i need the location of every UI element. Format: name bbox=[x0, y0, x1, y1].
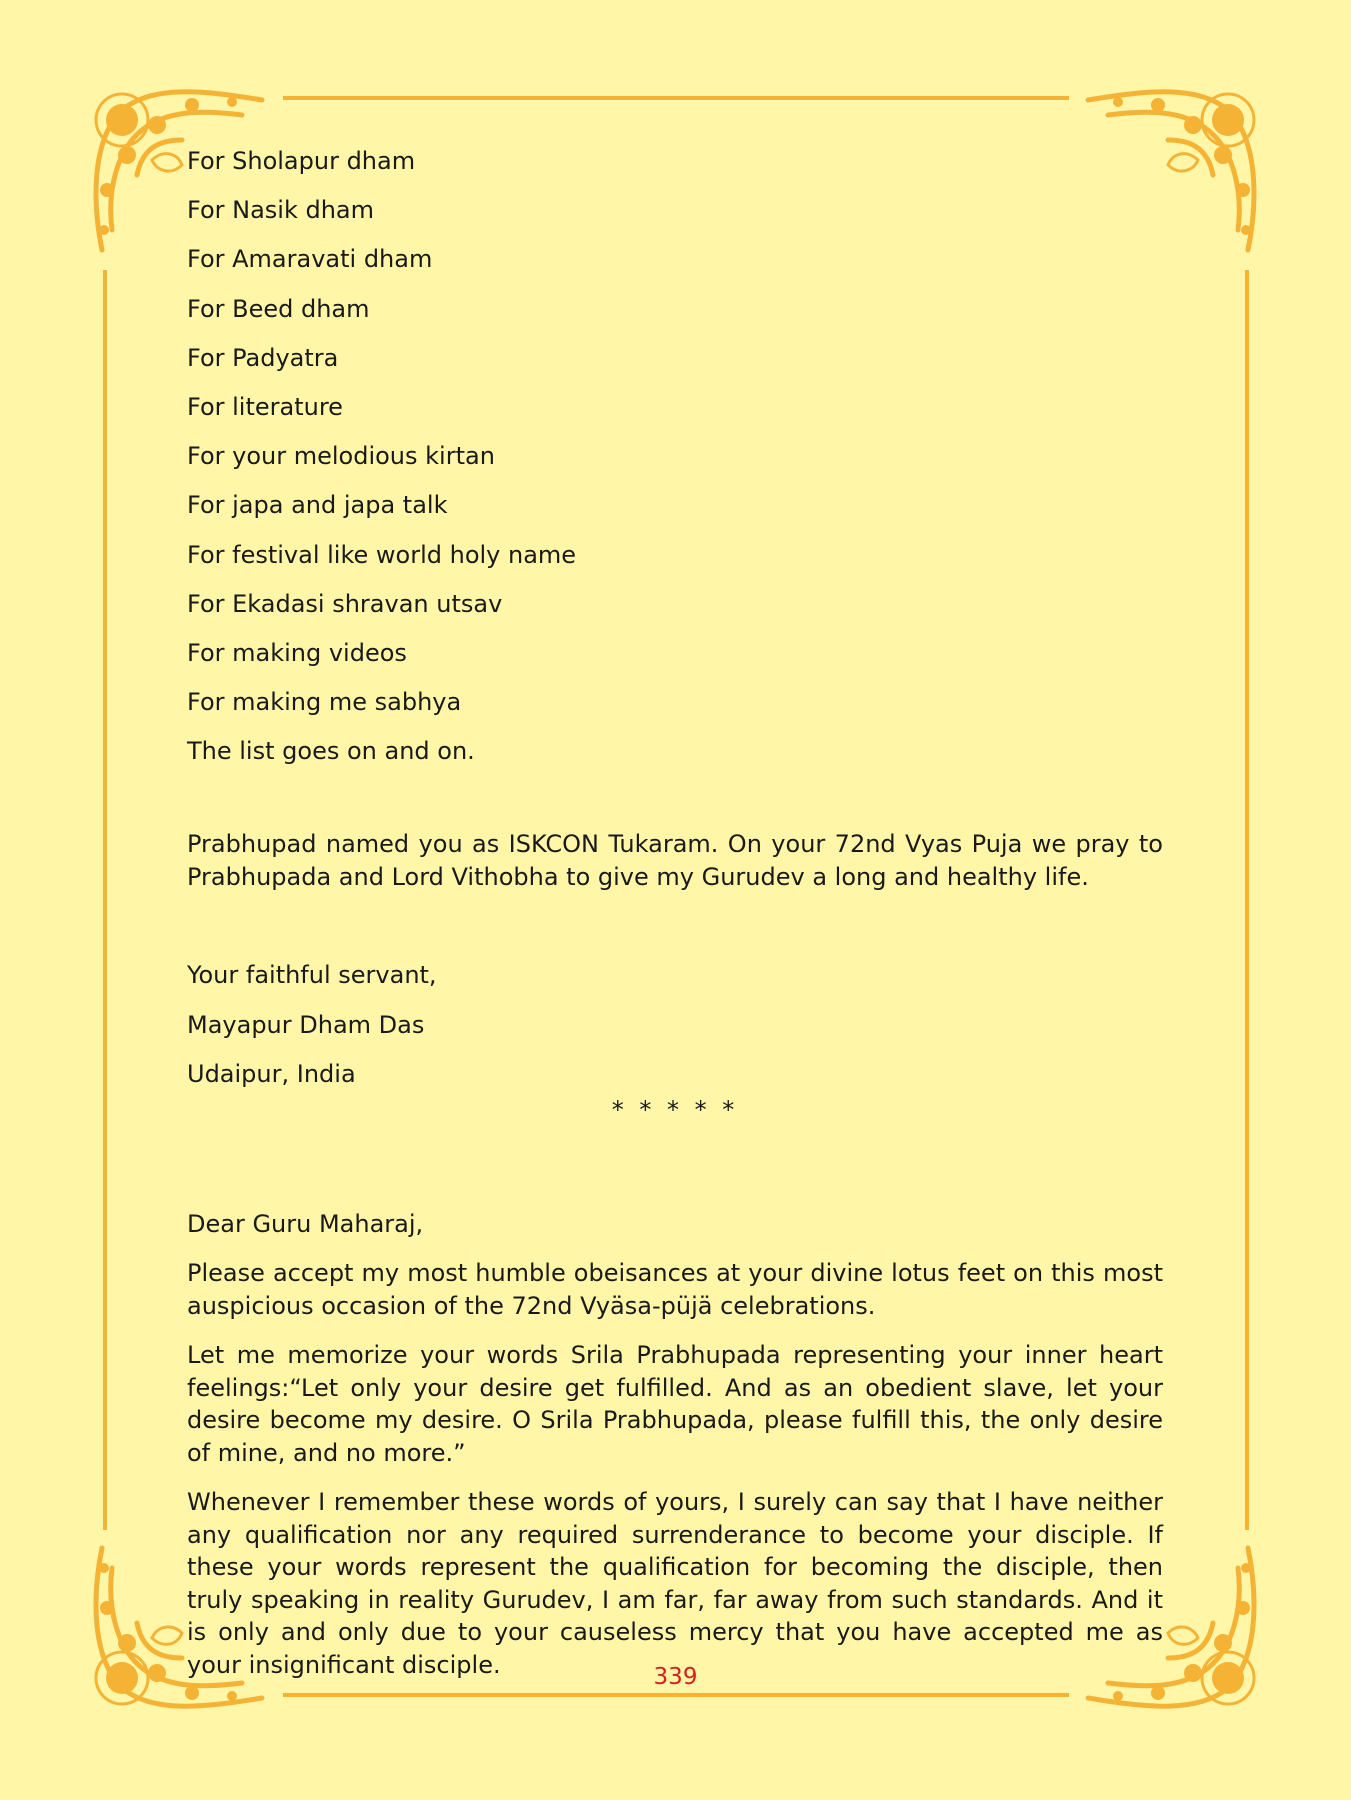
salutation: Dear Guru Maharaj, bbox=[187, 1209, 424, 1238]
list-item: For japa and japa talk bbox=[187, 491, 448, 520]
list-item: For making videos bbox=[187, 638, 407, 667]
list-item: For Ekadasi shravan utsav bbox=[187, 589, 503, 618]
border-right-line bbox=[1245, 270, 1249, 1530]
list-item: For Sholapur dham bbox=[187, 147, 416, 175]
prayer-paragraph: Prabhupad named you as ISKCON Tukaram. On your 72nd Vyas Puja we pray to Prabhupada and Lord Vithobha to give my Gurudev a long and healthy life. bbox=[187, 830, 1163, 891]
list-item: For festival like world holy name bbox=[187, 540, 577, 569]
signature-location: Udaipur, India bbox=[187, 1059, 356, 1088]
signature-name: Mayapur Dham Das bbox=[187, 1010, 425, 1039]
list-item: For making me sabhya bbox=[187, 688, 462, 717]
letter-paragraph: Let me memorize your words Srila Prabhupada representing your inner heart feelings:“Let only your desire get fulfilled. And as an obedient slave, let your desire become my desire. O Srila Prabhupada, please fulfill this, the only desire of mine, and no more.” bbox=[187, 1341, 1163, 1467]
page-number: 339 bbox=[653, 1664, 698, 1690]
border-top-line bbox=[283, 96, 1069, 100]
page-content bbox=[187, 145, 1163, 1681]
list-item: For Nasik dham bbox=[187, 196, 375, 225]
gratitude-list bbox=[187, 145, 1163, 784]
list-item: For Padyatra bbox=[187, 343, 339, 372]
second-letter bbox=[187, 1208, 1163, 1682]
signature-block bbox=[187, 959, 1163, 1089]
list-item: For Amaravati dham bbox=[187, 245, 433, 274]
list-item: For your melodious kirtan bbox=[187, 442, 495, 471]
border-bottom-line bbox=[283, 1693, 1069, 1697]
letter-paragraph: Whenever I remember these words of yours, I surely can say that I have neither any qualification nor any required surrenderance to become your disciple. If these your words represent the qualification for becoming the disciple, then truly speaking in reality Gurudev, I am far, far away from such standards. And it is only and only due to your causeless mercy that you have accepted me as your insignificant disciple. bbox=[187, 1488, 1163, 1679]
list-item: For Beed dham bbox=[187, 294, 370, 323]
list-item: The list goes on and on. bbox=[187, 737, 475, 766]
signature-closing: Your faithful servant, bbox=[187, 961, 437, 990]
list-item: For literature bbox=[187, 392, 343, 421]
section-separator: * * * * * bbox=[611, 1095, 739, 1124]
border-left-line bbox=[103, 270, 107, 1530]
letter-paragraph: Please accept my most humble obeisances at your divine lotus feet on this most auspicious occasion of the 72nd Vyäsa-püjä celebrations. bbox=[187, 1259, 1163, 1320]
